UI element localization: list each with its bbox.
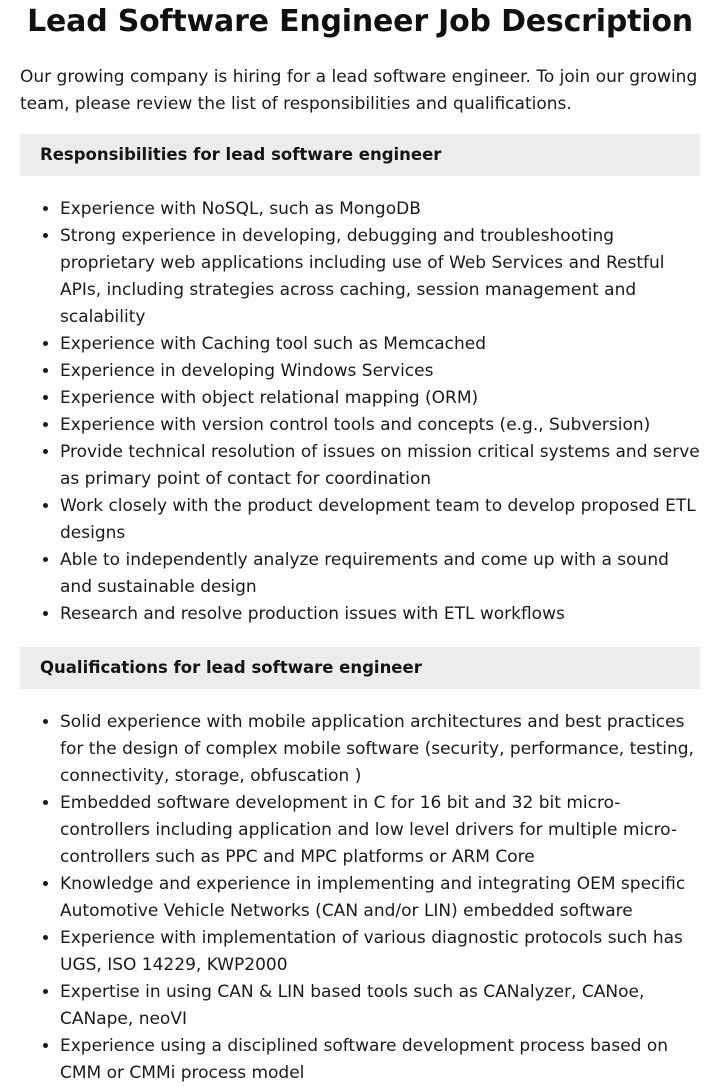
qualifications-list: [20, 709, 700, 1087]
intro-paragraph: Our growing company is hiring for a lead software engineer. To join our growing team, please review the list of responsibilities and qualifications.: [20, 67, 698, 114]
list-item: • Experience with NoSQL, such as MongoDB: [60, 196, 700, 223]
list-item: • Expertise in using CAN & LIN based tools such as CANalyzer, CANoe, CANape, neoVI: [60, 979, 700, 1033]
list-item: • Knowledge and experience in implementing and integrating OEM specific Automotive Vehicle Networks (CAN and/or LIN) embedded software: [60, 871, 700, 925]
list-item: • Experience in developing Windows Services: [60, 358, 700, 385]
list-item: • Experience with Caching tool such as Memcached: [60, 331, 700, 358]
list-item: • Solid experience with mobile application architectures and best practices for the design of complex mobile software (security, performance, testing, connectivity, storage, obfuscation ): [60, 709, 700, 790]
list-item: • Experience with version control tools and concepts (e.g., Subversion): [60, 412, 700, 439]
list-item: • Experience using a disciplined software development process based on CMM or CMMi process model: [60, 1033, 700, 1087]
page-title: Lead Software Engineer Job Description: [27, 4, 693, 39]
list-item: • Work closely with the product development team to develop proposed ETL designs: [60, 493, 700, 547]
list-item: • Provide technical resolution of issues on mission critical systems and serve as primary point of contact for coordination: [60, 439, 700, 493]
list-item: • Able to independently analyze requirements and come up with a sound and sustainable design: [60, 547, 700, 601]
qualifications-header: Qualifications for lead software engineer: [20, 647, 700, 689]
responsibilities-list: [20, 196, 700, 628]
responsibilities-header: Responsibilities for lead software engineer: [20, 134, 700, 176]
list-item: • Research and resolve production issues with ETL workflows: [60, 601, 700, 628]
list-item: • Experience with object relational mapping (ORM): [60, 385, 700, 412]
list-item: • Embedded software development in C for 16 bit and 32 bit micro-controllers including application and low level drivers for multiple micro-controllers such as PPC and MPC platforms or ARM Core: [60, 790, 700, 871]
list-item: • Experience with implementation of various diagnostic protocols such has UGS, ISO 14229, KWP2000: [60, 925, 700, 979]
list-item: • Strong experience in developing, debugging and troubleshooting proprietary web applications including use of Web Services and Restful APIs, including strategies across caching, session management and scalability: [60, 223, 700, 331]
